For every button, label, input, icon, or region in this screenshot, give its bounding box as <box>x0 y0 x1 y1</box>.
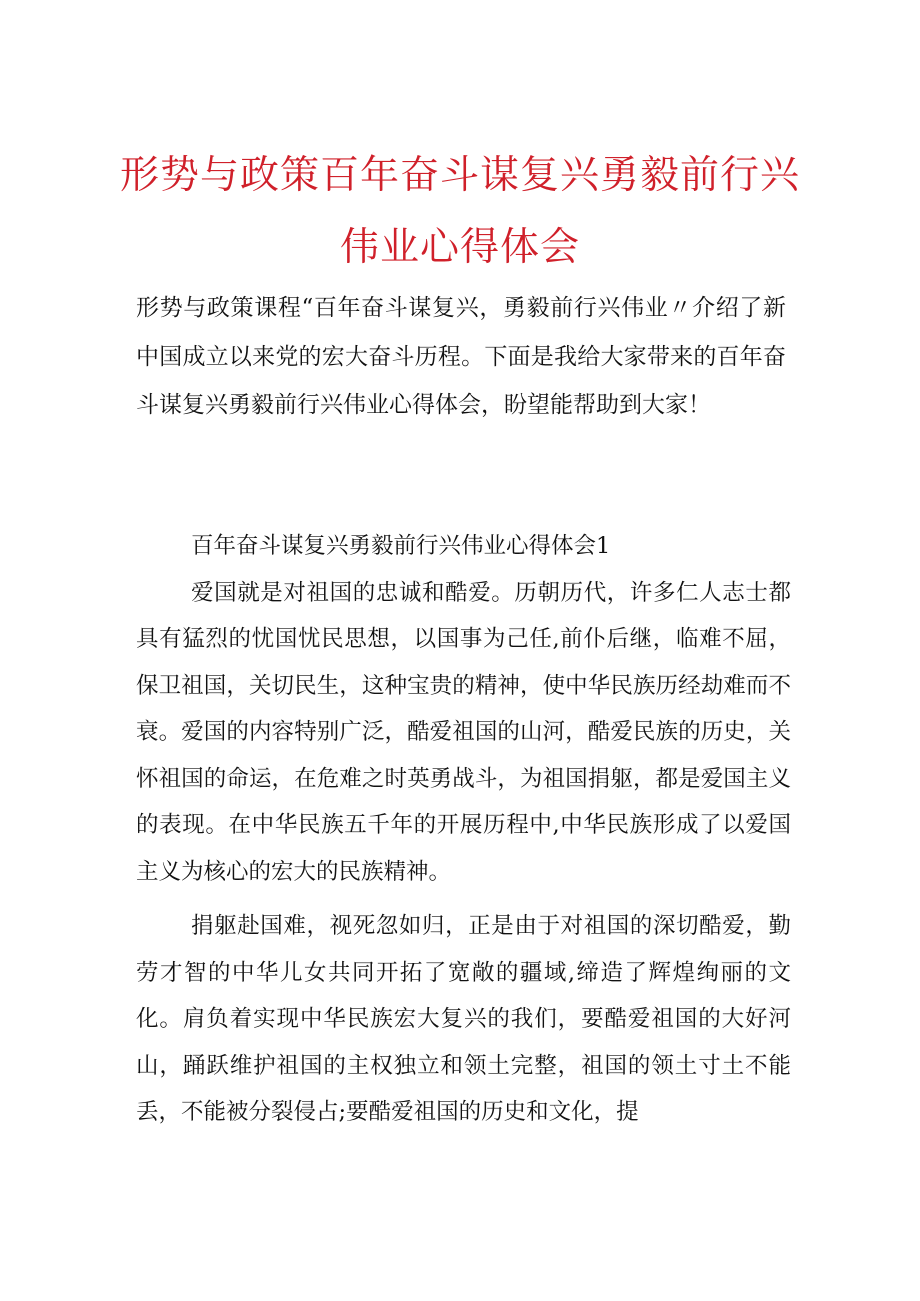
document-body <box>136 523 791 1144</box>
intro-paragraph: 形势与政策课程“百年奋斗谋复兴，勇毅前行兴伟业〃介绍了新中国成立以来党的宏大奋斗历程。下面是我给大家带来的百年奋斗谋复兴勇毅前行兴伟业心得体会，盼望能帮助到大家！ <box>136 295 786 418</box>
document-title: 形势与政策百年奋斗谋复兴勇毅前行兴伟业心得体会 <box>120 153 801 270</box>
body-paragraph-1: 爱国就是对祖国的忠诚和酷爱。历朝历代，许多仁人志士都具有猛烈的忧国忧民思想，以国事为己任,前仆后继，临难不屈，保卫祖国，关切民生，这种宝贵的精神，使中华民族历经劫难而不衰。爱国的内容特别广泛，酷爱祖国的山河，酷爱民族的历史，关怀祖国的命运，在危难之时英勇战斗，为祖国捐躯，都是爱国主义的表现。在中华民族五千年的开展历程中,中华民族形成了以爱国主义为核心的宏大的民族精神。 <box>136 579 791 885</box>
body-paragraph-2: 捐躯赴国难，视死忽如归，正是由于对祖国的深切酷爱，勤劳才智的中华儿女共同开拓了宽敞的疆域,缔造了辉煌绚丽的文化。肩负着实现中华民族宏大复兴的我们，要酷爱祖国的大好河山，踊跃维护祖国的主权独立和领土完整，祖国的领土寸土不能丢，不能被分裂侵占;要酷爱祖国的历史和文化，提 <box>136 913 791 1125</box>
section-heading: 百年奋斗谋复兴勇毅前行兴伟业心得体会1 <box>191 533 611 559</box>
